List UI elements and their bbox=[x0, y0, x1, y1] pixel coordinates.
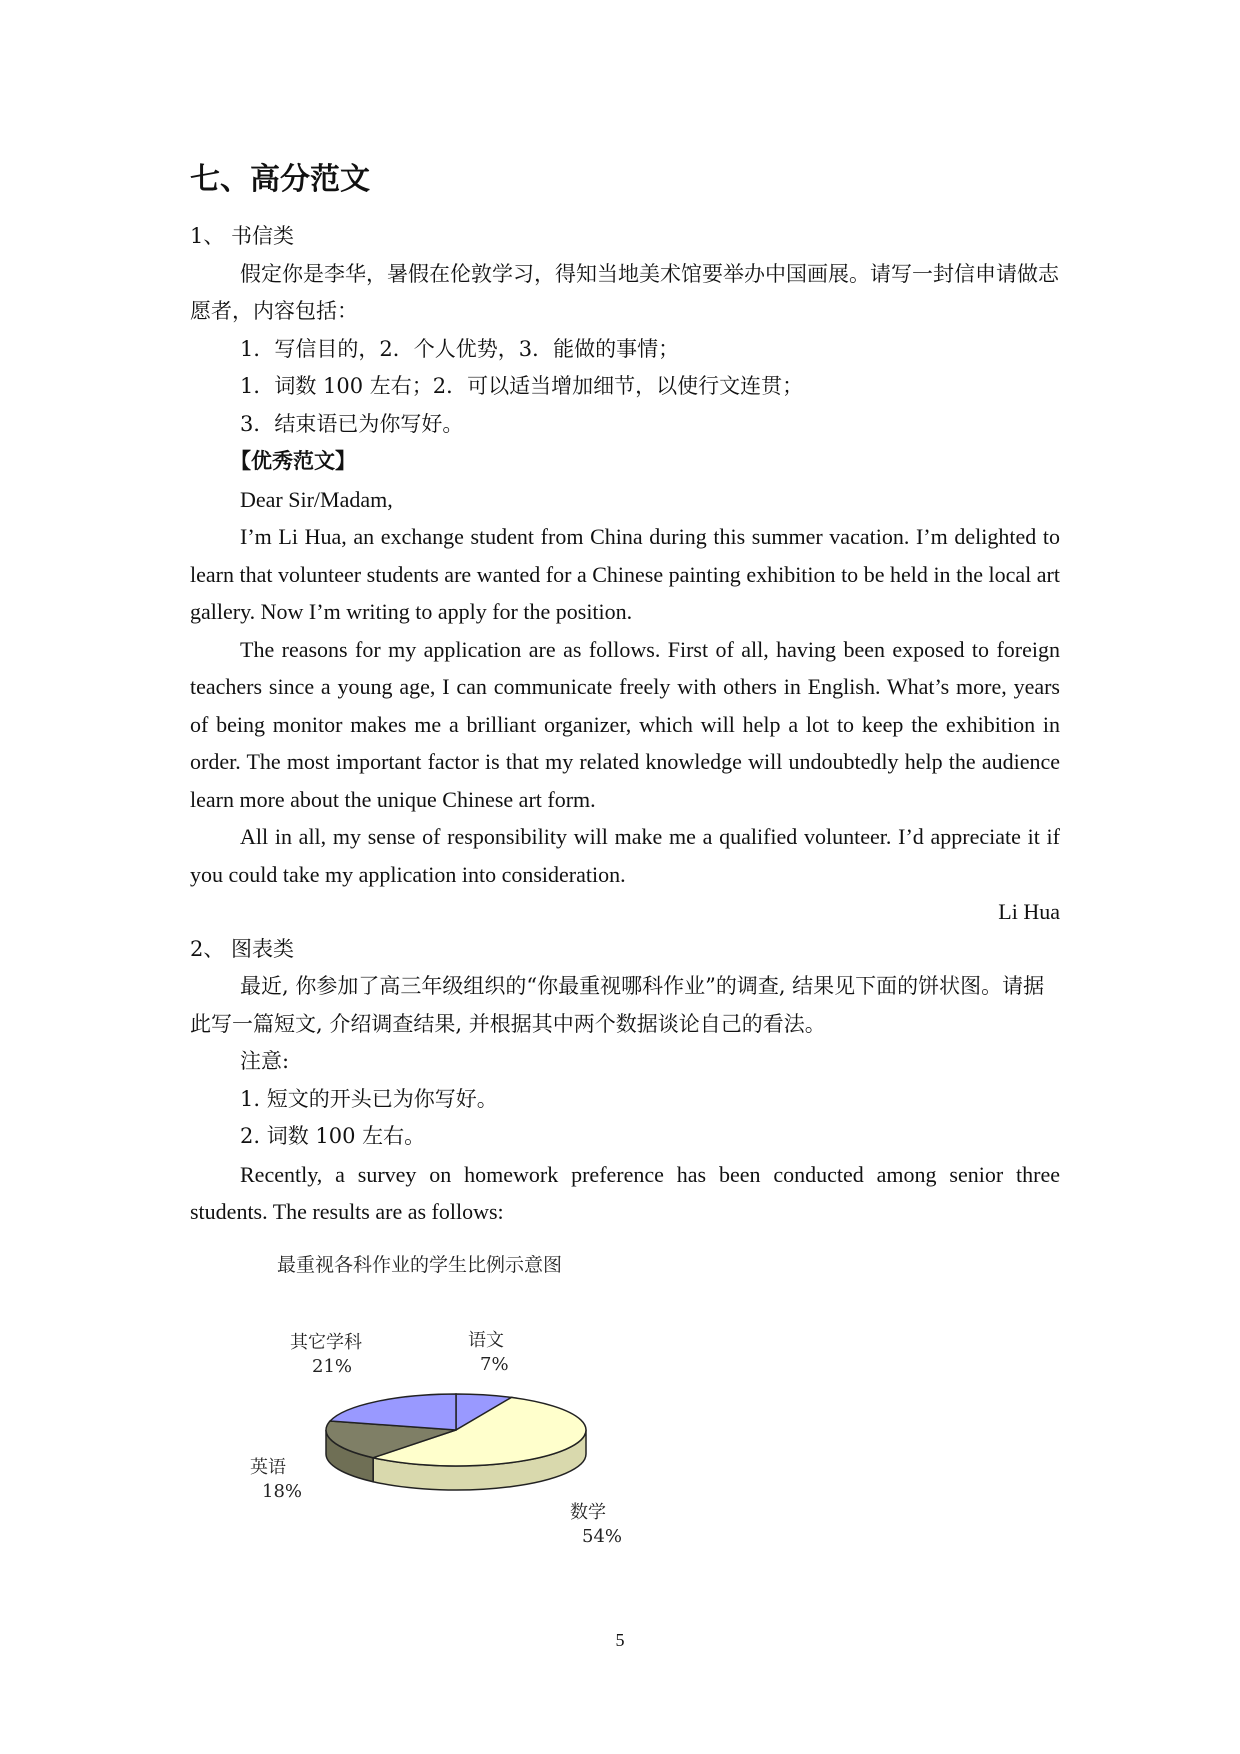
part1-heading: 1、 书信类 bbox=[190, 224, 295, 248]
section-title: 七、高分范文 bbox=[190, 162, 370, 197]
part1-requirement-1: 1．写信目的，2．个人优势，3．能做的事情； bbox=[240, 336, 680, 361]
pie-value-数学: 54% bbox=[582, 1526, 623, 1547]
pie-chart bbox=[250, 1330, 690, 1560]
pie-label-其它学科: 其它学科 bbox=[290, 1332, 362, 1353]
pie-label-语文: 语文 bbox=[468, 1330, 504, 1351]
pie-value-其它学科: 21% bbox=[312, 1356, 353, 1377]
pie-label-数学: 数学 bbox=[570, 1502, 606, 1523]
part2-heading: 2、 图表类 bbox=[190, 936, 295, 961]
letter-signature: Li Hua bbox=[998, 899, 1060, 924]
document-page bbox=[190, 160, 1060, 1231]
note-label: 注意: bbox=[240, 1049, 290, 1073]
part1-requirement-2: 1．词数 100 左右；2．可以适当增加细节，以使行文连贯； bbox=[240, 374, 804, 398]
part1-prompt: 假定你是李华，暑假在伦敦学习，得知当地美术馆要举办中国画展。请写一封信申请做志愿者，内容包括： bbox=[190, 261, 1059, 323]
part1-requirement-3: 3．结束语已为你写好。 bbox=[240, 411, 464, 436]
chart-title: 最重视各科作业的学生比例示意图 bbox=[277, 1254, 563, 1276]
part2-opening: Recently, a survey on homework preference has been conducted among senior three students. The results are as follows: bbox=[190, 1161, 1060, 1224]
note-1: 1. 短文的开头已为你写好。 bbox=[240, 1086, 498, 1111]
pie-value-语文: 7% bbox=[480, 1354, 509, 1375]
page-number: 5 bbox=[615, 1630, 625, 1650]
part2-prompt: 最近, 你参加了高三年级组织的“你最重视哪科作业”的调查, 结果见下面的饼状图。请据此写一篇短文, 介绍调查结果, 并根据其中两个数据谈论自己的看法。 bbox=[190, 974, 1045, 1036]
pie-label-英语: 英语 bbox=[250, 1457, 286, 1478]
letter-paragraph-1: I’m Li Hua, an exchange student from China during this summer vacation. I’m delighted to learn that volunteer students are wanted for a Chinese painting exhibition to be held in the local art gallery. Now I’m writing to apply for the position. bbox=[190, 524, 1060, 624]
pie-value-英语: 18% bbox=[262, 1481, 303, 1502]
letter-salutation: Dear Sir/Madam, bbox=[240, 486, 393, 512]
note-2: 2. 词数 100 左右。 bbox=[240, 1124, 426, 1148]
letter-paragraph-2: The reasons for my application are as follows. First of all, having been exposed to foreign teachers since a young age, I can communicate freely with others in English. What’s more, years of being monitor makes me a brilliant organizer, which will help a lot to keep the exhibition in order. The most important factor is that my related knowledge will undoubtedly help the audience learn more about the unique Chinese art form. bbox=[190, 636, 1060, 812]
sample-label: 【优秀范文】 bbox=[230, 449, 356, 473]
letter-paragraph-3: All in all, my sense of responsibility will make me a qualified volunteer. I’d appreciate it if you could take my application into consideration. bbox=[190, 824, 1060, 887]
